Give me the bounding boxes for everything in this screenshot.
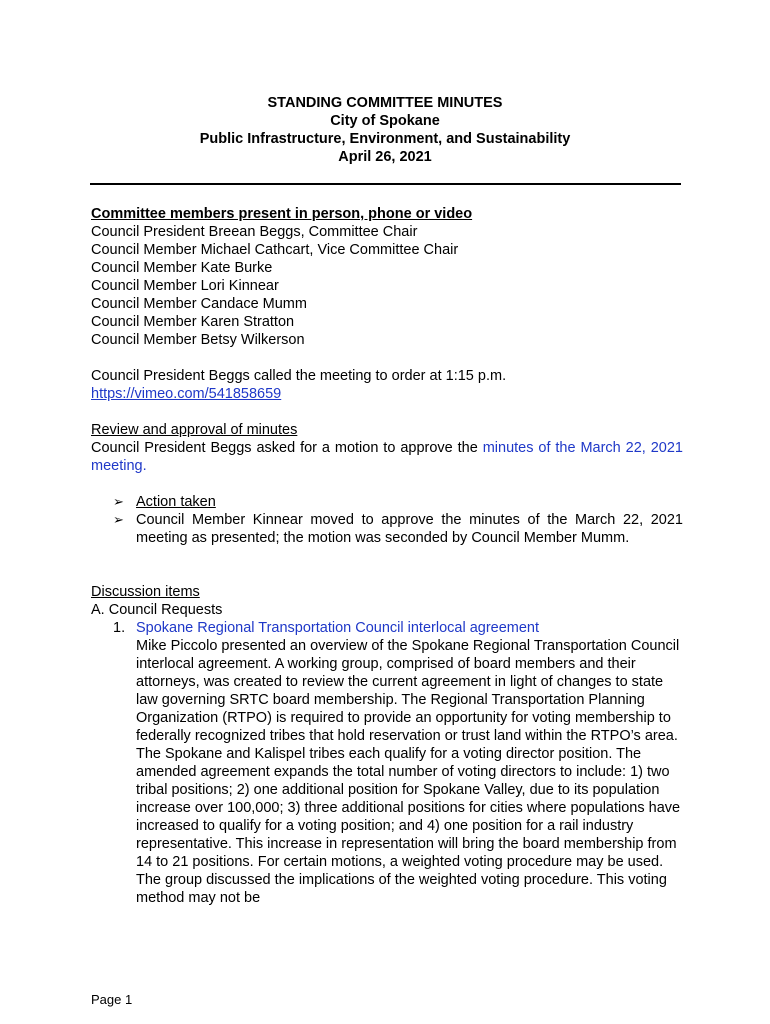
member-item: Council President Breean Beggs, Committee Chair — [91, 224, 418, 240]
members-heading: Committee members present in person, phone or video — [91, 206, 473, 222]
arrow-bullet-icon: ➢ — [113, 512, 124, 527]
member-item: Council Member Lori Kinnear — [91, 278, 279, 294]
document-title: STANDING COMMITTEE MINUTES — [267, 95, 503, 111]
discussion-heading: Discussion items — [91, 584, 200, 600]
action-taken-label: Action taken — [136, 494, 216, 510]
review-text: Council President Beggs asked for a motion to approve the — [91, 440, 483, 456]
review-heading: Review and approval of minutes — [91, 422, 298, 438]
item-title-link[interactable]: Spokane Regional Transportation Council interlocal agreement — [136, 620, 540, 636]
review-paragraph — [91, 439, 683, 475]
section-a-heading: A. Council Requests — [91, 602, 223, 618]
motion-text: Council Member Kinnear moved to approve the minutes of the March 22, 2021 meeting as presented; the motion was seconded by Council Member Mumm. — [136, 512, 683, 546]
header-divider — [90, 183, 681, 185]
item-number: 1. — [113, 620, 126, 636]
call-to-order-text: Council President Beggs called the meeting to order at 1:15 p.m. — [91, 368, 507, 384]
members-list — [91, 223, 683, 349]
discussion-item — [91, 619, 683, 907]
city-name: City of Spokane — [330, 113, 440, 129]
action-list — [91, 493, 683, 547]
minutes-header — [0, 94, 770, 166]
member-item: Council Member Michael Cathcart, Vice Committee Chair — [91, 242, 459, 258]
video-link[interactable]: https://vimeo.com/541858659 — [91, 386, 282, 402]
item-body: Mike Piccolo presented an overview of the Spokane Regional Transportation Council interlocal agreement. A working group, comprised of board members and their attorneys, was created to review the current agreement in light of changes to state law governing SRTC board membership. The Regional Transportation Planning Organization (RTPO) is required to provide an opportunity for voting membership to federally recognized tribes that hold reservation or trust land within the RTPO’s area. The Spokane and Kalispel tribes each qualify for a voting director position. The amended agreement expands the total number of voting directors to include: 1) two tribal positions; 2) one additional position for Spokane Valley, due to its population increase over 100,000; 3) three additional positions for cities where populations have increased to qualify for a voting position; and 4) one position for a rail industry representative. This increase in representation will bring the board membership from 14 to 21 positions. For certain motions, a weighted voting procedure may be used. The group discussed the implications of the weighted voting procedure. This voting method may not be — [136, 638, 681, 906]
minutes-body — [91, 205, 683, 907]
arrow-bullet-icon: ➢ — [113, 494, 124, 509]
action-bullet — [91, 493, 683, 511]
member-item: Council Member Kate Burke — [91, 260, 273, 276]
member-item: Council Member Karen Stratton — [91, 314, 295, 330]
minutes-link[interactable]: minutes of the March 22, 2021 meeting. — [91, 440, 683, 474]
meeting-date: April 26, 2021 — [338, 149, 432, 165]
page-number: Page 1 — [91, 992, 133, 1007]
member-item: Council Member Betsy Wilkerson — [91, 332, 305, 348]
action-bullet — [91, 511, 683, 547]
committee-name: Public Infrastructure, Environment, and Sustainability — [199, 131, 571, 147]
member-item: Council Member Candace Mumm — [91, 296, 307, 312]
